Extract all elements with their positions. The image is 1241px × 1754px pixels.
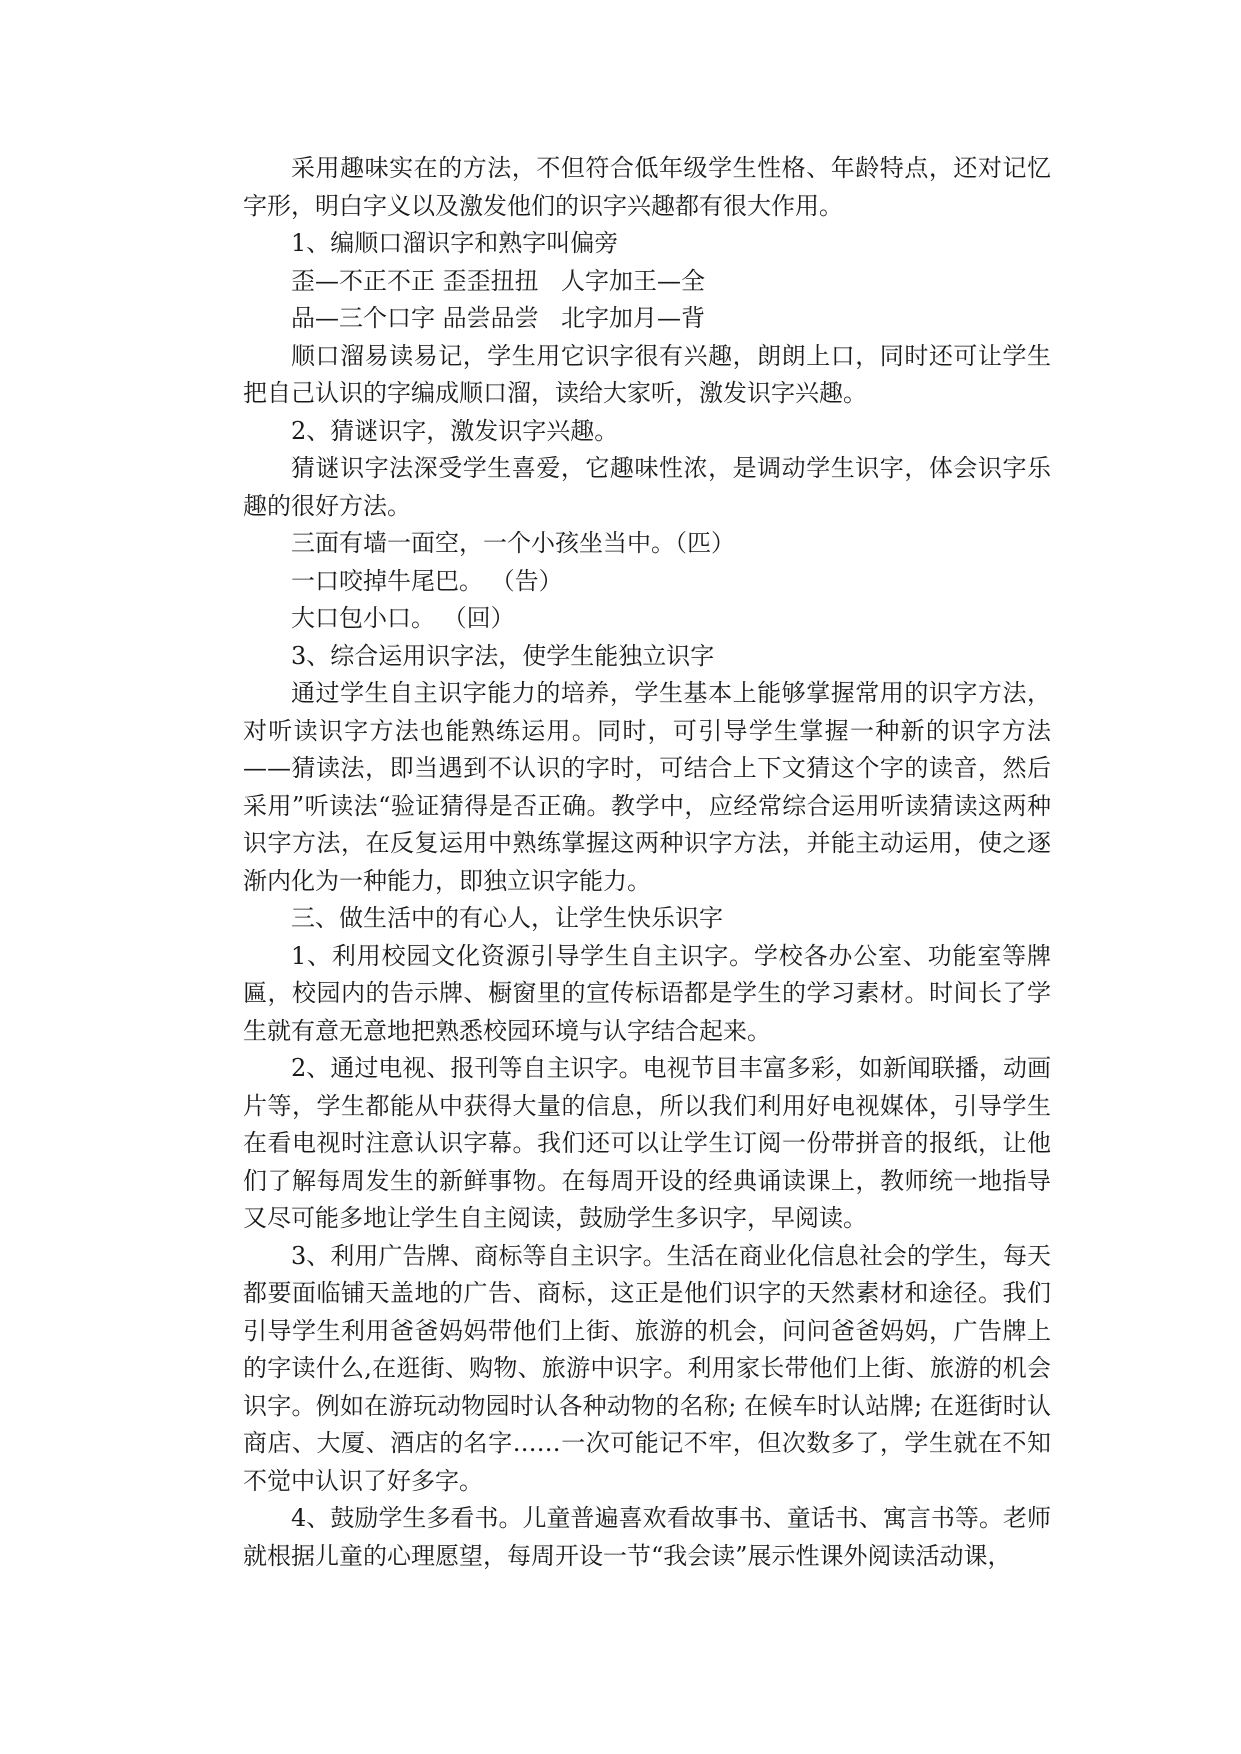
riddle-line: 三面有墙一面空，一个小孩坐当中。（匹） [291, 529, 735, 557]
document-body [243, 150, 1051, 1575]
paragraph-tv: 2、通过电视、报刊等自主识字。电视节目丰富多彩，如新闻联播，动画片等，学生都能从中获得大量的信息，所以我们利用好电视媒体，引导学生在看电视时注意认识字幕。我们还可以让学生订阅一份带拼音的报纸，让他们了解每周发生的新鲜事物。在每周开设的经典诵读课上，教师统一地指导又尽可能多地让学生自主阅读，鼓励学生多识字，早阅读。 [243, 1054, 1051, 1232]
rhyme-right: 人字加王—全 [561, 266, 705, 295]
rhyme-line [243, 263, 1051, 301]
rhyme-left: 品—三个口字 品尝品尝 [291, 304, 539, 332]
rhyme-line [243, 300, 1051, 338]
paragraph-books: 4、鼓励学生多看书。儿童普遍喜欢看故事书、童话书、寓言书等。老师就根据儿童的心理愿望，每周开设一节“我会读”展示性课外阅读活动课， [243, 1504, 1051, 1570]
riddle-line: 一口咬掉牛尾巴。 （告） [291, 566, 563, 595]
paragraph-ads: 3、利用广告牌、商标等自主识字。生活在商业化信息社会的学生，每天都要面临铺天盖地的广告、商标，这正是他们识字的天然素材和途径。我们引导学生利用爸爸妈妈带他们上街、旅游的机会，问问爸爸妈妈，广告牌上的字读什么,在逛街、购物、旅游中识字。利用家长带他们上街、旅游的机会识字。例如在游玩动物园时认各种动物的名称; 在候车时认站牌; 在逛街时认商店、大厦、酒店的名字……一次可能记不牢，但次数多了，学生就在不知不觉中认识了好多字。 [243, 1241, 1051, 1495]
section-heading-combined: 3、综合运用识字法，使学生能独立识字 [291, 641, 715, 670]
rhyme-right: 北字加月—背 [561, 304, 705, 332]
paragraph-campus: 1、利用校园文化资源引导学生自主识字。学校各办公室、功能室等牌匾，校园内的告示牌、橱窗里的宣传标语都是学生的学习素材。时间长了学生就有意无意地把熟悉校园环境与认字结合起来。 [243, 941, 1051, 1045]
paragraph-riddle-intro: 猜谜识字法深受学生喜爱，它趣味性浓，是调动学生识字，体会识字乐趣的很好方法。 [243, 454, 1051, 520]
riddle-line: 大口包小口。 （回） [291, 604, 515, 632]
rhyme-left: 歪—不正不正 歪歪扭扭 [291, 266, 539, 295]
paragraph-combined: 通过学生自主识字能力的培养，学生基本上能够掌握常用的识字方法，对听读识字方法也能熟练运用。同时，可引导学生掌握一种新的识字方法——猜读法，即当遇到不认识的字时，可结合上下文猜这个字的读音，然后采用”听读法“验证猜得是否正确。教学中，应经常综合运用听读猜读这两种识字方法，在反复运用中熟练掌握这两种识字方法，并能主动运用，使之逐渐内化为一种能力，即独立识字能力。 [243, 679, 1051, 895]
section-heading-life: 三、做生活中的有心人，让学生快乐识字 [291, 904, 723, 932]
section-heading-rhyme: 1、编顺口溜识字和熟字叫偏旁 [291, 229, 619, 257]
paragraph-intro: 采用趣味实在的方法，不但符合低年级学生性格、年龄特点，还对记忆字形，明白字义以及激发他们的识字兴趣都有很大作用。 [243, 154, 1051, 220]
section-heading-riddle: 2、猜谜识字，激发识字兴趣。 [291, 416, 619, 445]
paragraph-rhyme-benefit: 顺口溜易读易记，学生用它识字很有兴趣，朗朗上口，同时还可让学生把自己认识的字编成顺口溜，读给大家听，激发识字兴趣。 [243, 341, 1051, 407]
